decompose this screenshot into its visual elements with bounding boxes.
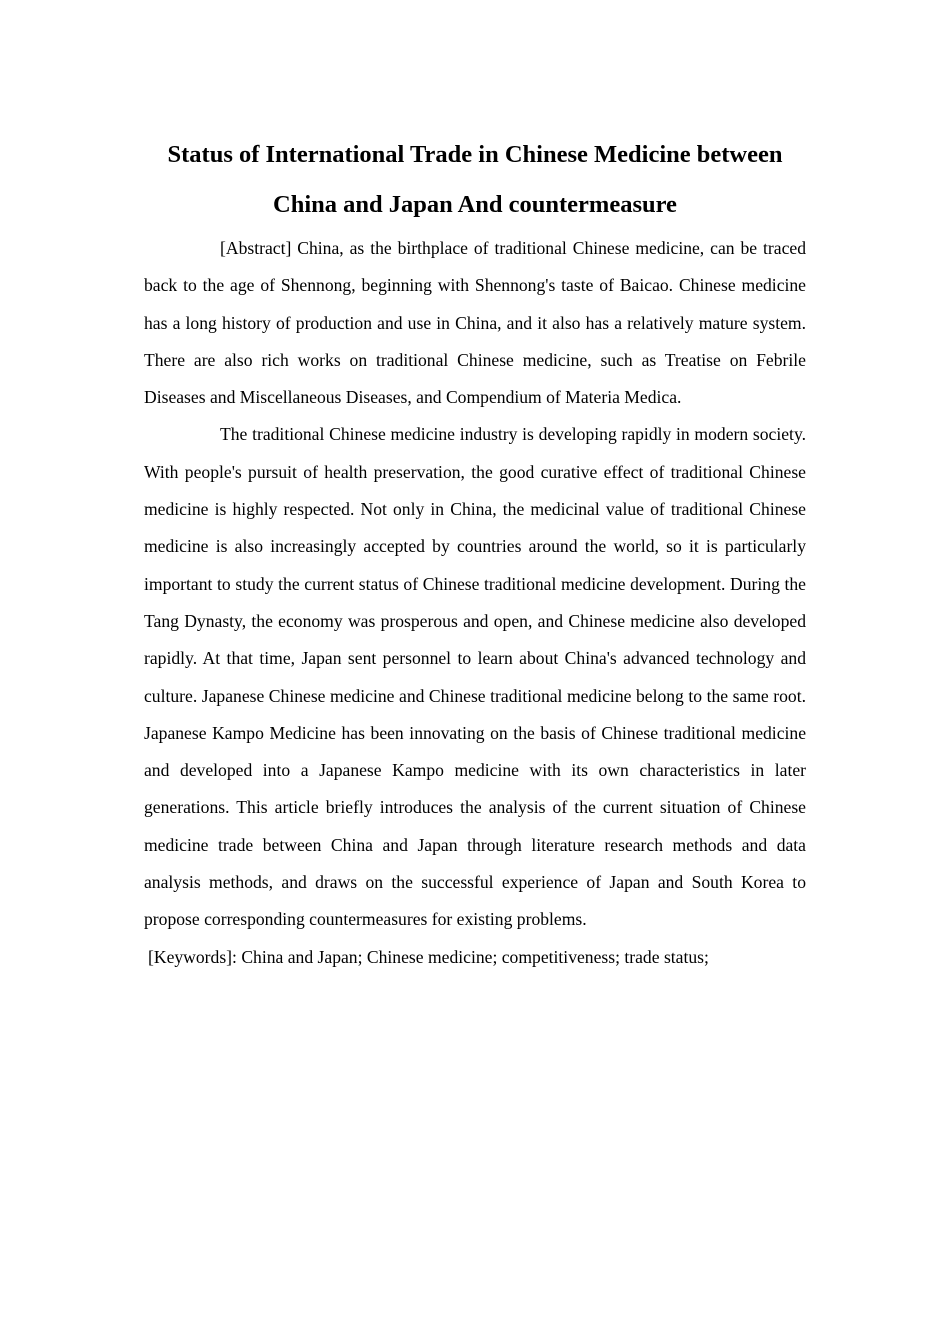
- abstract-paragraph: [Abstract] China, as the birthplace of traditional Chinese medicine, can be traced back to the age of Shennong, beginning with Shennong's taste of Baicao. Chinese medicine has a long history of production and use in China, and it also has a relatively mature system. There are also rich works on traditional Chinese medicine, such as Treatise on Febrile Diseases and Miscellaneous Diseases, and Compendium of Materia Medica.: [144, 238, 806, 408]
- title-line-2: China and Japan And countermeasure: [273, 191, 677, 218]
- keywords-line: [Keywords]: China and Japan; Chinese medicine; competitiveness; trade status;: [148, 946, 709, 967]
- body-paragraph: The traditional Chinese medicine industry is developing rapidly in modern society. With people's pursuit of health preservation, the good curative effect of traditional Chinese medicine is highly respected. Not only in China, the medicinal value of traditional Chinese medicine is also increasingly accepted by countries around the world, so it is particularly important to study the current status of Chinese traditional medicine development. During the Tang Dynasty, the economy was prosperous and open, and Chinese medicine also developed rapidly. At that time, Japan sent personnel to learn about China's advanced technology and culture. Japanese Chinese medicine and Chinese traditional medicine belong to the same root. Japanese Kampo Medicine has been innovating on the basis of Chinese traditional medicine and developed into a Japanese Kampo medicine with its own characteristics in later generations. This article briefly introduces the analysis of the current situation of Chinese medicine trade between China and Japan through literature research methods and data analysis methods, and draws on the successful experience of Japan and South Korea to propose corresponding countermeasures for existing problems.: [144, 424, 806, 930]
- title-line-1: Status of International Trade in Chinese Medicine between: [167, 141, 783, 168]
- document-page: [144, 130, 806, 976]
- page-title: [144, 130, 806, 230]
